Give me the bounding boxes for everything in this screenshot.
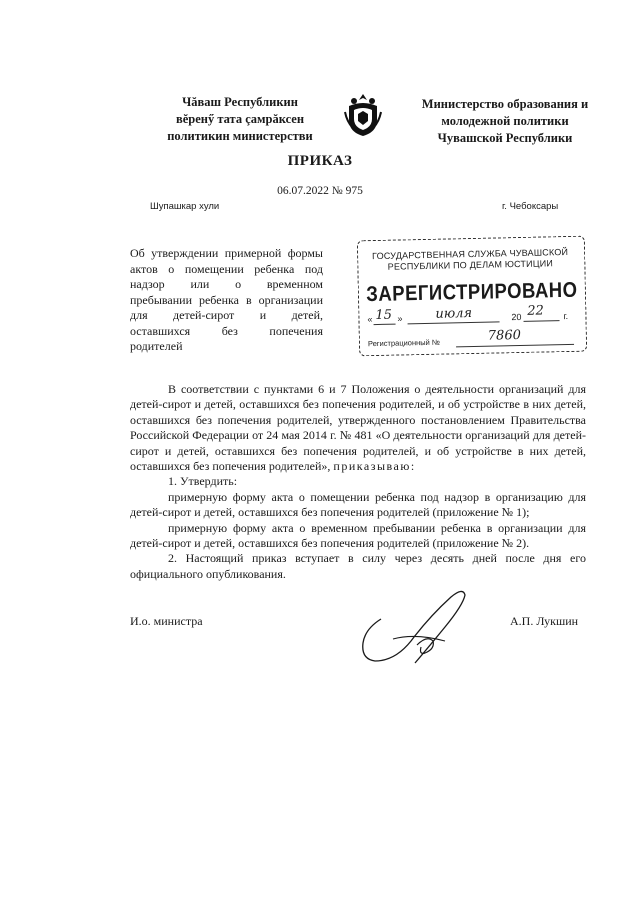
signature-name: А.П. Лукшин bbox=[510, 614, 579, 628]
order-word: приказываю: bbox=[333, 459, 416, 474]
coat-of-arms-emblem-icon bbox=[343, 92, 383, 138]
stamp-registered-label: ЗАРЕГИСТРИРОВАНО bbox=[366, 277, 578, 306]
subject-line: оставшихся без попечения bbox=[130, 323, 323, 338]
header-right-ministry-name-russian bbox=[410, 96, 600, 147]
body-preamble bbox=[130, 382, 586, 474]
header-left-ministry-name-chuvash bbox=[150, 94, 330, 145]
signature-position: И.о. министра bbox=[130, 614, 203, 628]
subject-line: Об утверждении примерной формы bbox=[130, 246, 323, 260]
stamp-day: 15 bbox=[375, 307, 393, 324]
body-item-1b: примерную форму акта о временном пребывании ребенка в организации для детей-сирот и детей, оставшихся без попечения родителей (приложение № 2). bbox=[130, 520, 586, 551]
registration-stamp bbox=[357, 236, 587, 357]
header-left-line: вĕренӳ тата çамрăксен bbox=[175, 112, 305, 126]
stamp-year-mark: г. bbox=[563, 310, 569, 322]
stamp-year-suffix: 22 bbox=[527, 303, 545, 319]
body-item-1a: примерную форму акта о помещении ребенка под надзор в организацию для детей-сирот и детей, оставшихся без попечения родителей (приложение № 1); bbox=[130, 489, 586, 520]
stamp-date-row: « 15 » июля 20 22 г. bbox=[367, 303, 569, 325]
place-russian: г. Чебоксары bbox=[502, 201, 559, 212]
place-chuvash: Шупашкар хули bbox=[150, 201, 220, 212]
stamp-reg-number: 7860 bbox=[487, 327, 522, 344]
document-subject bbox=[130, 246, 323, 355]
body-item-2: 2. Настоящий приказ вступает в силу через десять дней после дня его официального опубликования. bbox=[130, 551, 586, 581]
header-right-line: Министерство образования и bbox=[421, 97, 589, 111]
header-left-line: политикин министерстви bbox=[167, 129, 313, 143]
handwritten-signature-icon bbox=[355, 583, 475, 669]
header-right-line: Чувашской Республики bbox=[437, 131, 573, 145]
subject-line: пребывании ребенка в организации bbox=[130, 292, 323, 307]
subject-line: актов о помещении ребенка под bbox=[130, 261, 323, 276]
document-body bbox=[130, 382, 586, 582]
stamp-year-prefix: 20 bbox=[511, 311, 522, 323]
stamp-month: июля bbox=[435, 306, 473, 322]
header-left-line: Чăваш Республикин bbox=[182, 95, 298, 109]
body-item-1: 1. Утвердить: bbox=[168, 474, 238, 489]
stamp-reg-number-row bbox=[367, 327, 578, 351]
subject-line: родителей bbox=[130, 339, 183, 353]
preamble-text: В соответствии с пунктами 6 и 7 Положения о деятельности организаций для детей-сирот и детей, оставшихся без попечения родителей, и об устройстве в них детей, оставшихся без попечения родителей, утвержденного постановлением Правительства Российской Федерации от 24 мая 2014 г. № 481 «О деятельности организаций для детей-сирот и детей, оставшихся без попечения родителей, и об устройстве в них детей, оставшихся без попечения родителей», bbox=[130, 382, 586, 474]
subject-line: надзор или о временном bbox=[130, 277, 323, 291]
document-date-number: 06.07.2022 № 975 bbox=[277, 185, 363, 197]
stamp-header: ГОСУДАРСТВЕННАЯ СЛУЖБА ЧУВАШСКОЙ РЕСПУБЛИКИ ПО ДЕЛАМ ЮСТИЦИИ bbox=[371, 246, 569, 272]
stamp-reg-label: Регистрационный № bbox=[367, 337, 441, 349]
subject-line: для детей-сирот и детей, bbox=[130, 308, 323, 322]
header-right-line: молодежной политики bbox=[441, 114, 569, 128]
document-title: ПРИКАЗ bbox=[287, 153, 353, 169]
